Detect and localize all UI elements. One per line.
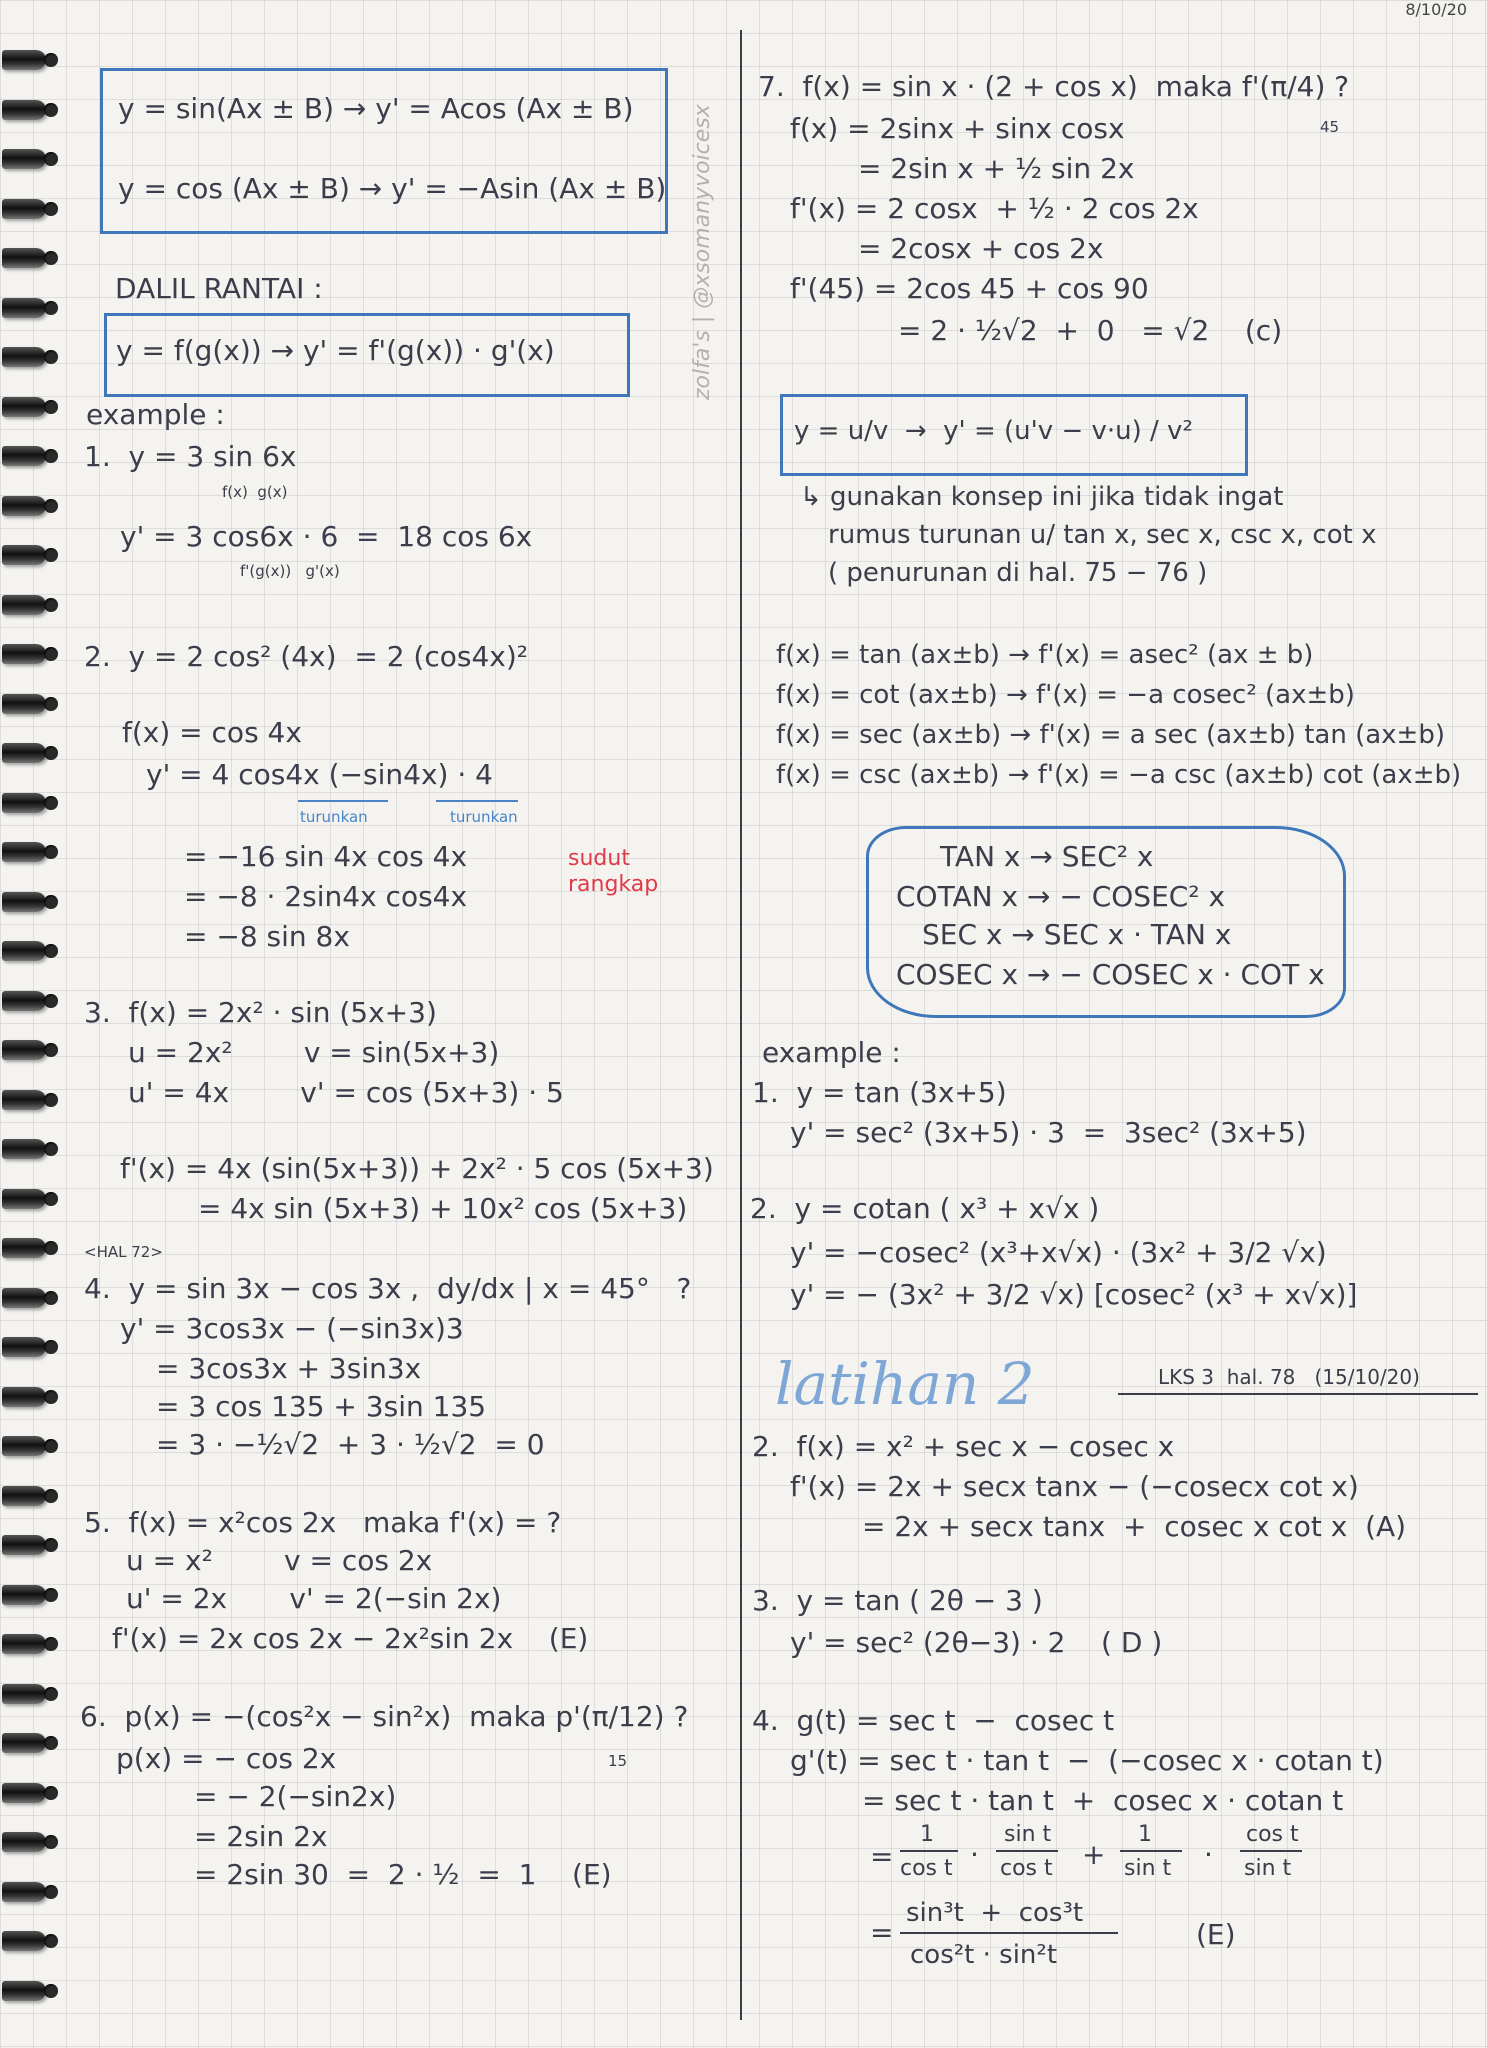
ex1-sub2: f'(g(x)) g'(x) [240, 562, 340, 580]
cos-rule: y = cos (Ax ± B) → y' = −Asin (Ax ± B) [118, 172, 667, 205]
l4-plus: + [1082, 1838, 1106, 1871]
spiral-ring [2, 496, 46, 516]
ex2-line4: = −16 sin 4x cos 4x [184, 840, 468, 873]
l4-frac-c-num: 1 [1138, 1822, 1152, 1847]
cloud-line-1: TAN x → SEC² x [940, 840, 1154, 873]
l4-frac-b-num: sin t [1004, 1822, 1052, 1847]
date-corner: 8/10/20 [1405, 0, 1467, 19]
binding-hole [44, 202, 58, 216]
binding-hole [44, 53, 58, 67]
l4-frac-a-bar [900, 1850, 958, 1852]
binding-hole [44, 301, 58, 315]
spiral-ring [2, 743, 46, 763]
spiral-ring [2, 941, 46, 961]
binding-hole [44, 895, 58, 909]
l4-frac-c-den: sin t [1124, 1856, 1172, 1881]
ex6-line3: = − 2(−sin2x) [194, 1780, 397, 1813]
quotient-note-1: ↳ gunakan konsep ini jika tidak ingat [800, 482, 1284, 512]
l3-line2: y' = sec² (2θ−3) · 2 ( D ) [790, 1626, 1163, 1659]
quotient-rule: y = u/v → y' = (u'v − v·u) / v² [794, 416, 1193, 446]
spiral-ring [2, 1288, 46, 1308]
binding-hole [44, 1340, 58, 1354]
l4-frac-a-den: cos t [900, 1856, 953, 1881]
binding-hole [44, 1390, 58, 1404]
binding-hole [44, 1241, 58, 1255]
ex2-line1: 2. y = 2 cos² (4x) = 2 (cos4x)² [84, 640, 528, 673]
binding-hole [44, 350, 58, 364]
spiral-ring [2, 545, 46, 565]
ex2-line5: = −8 · 2sin4x cos4x [184, 880, 468, 913]
spiral-ring [2, 1090, 46, 1110]
ex2-turunkan-1: turunkan [300, 808, 368, 826]
l4-line2: g'(t) = sec t · tan t − (−cosec x · cotan t) [790, 1744, 1384, 1777]
ex2-line2: f(x) = cos 4x [122, 716, 302, 749]
ex1-line2: y' = 3 cos6x · 6 = 18 cos 6x [120, 520, 533, 553]
trig-derivative-tan: f(x) = tan (ax±b) → f'(x) = asec² (ax ± b) [776, 640, 1314, 670]
cloud-line-4: COSEC x → − COSEC x · COT x [896, 958, 1325, 991]
binding-hole [44, 994, 58, 1008]
binding-hole [44, 1043, 58, 1057]
latihan-ref-underline [1118, 1393, 1478, 1395]
latihan-ref: LKS 3 hal. 78 (15/10/20) [1158, 1365, 1420, 1389]
ex4-line1: 4. y = sin 3x − cos 3x , dy/dx | x = 45° ? [84, 1272, 692, 1305]
spiral-binding [0, 50, 60, 2040]
ex3-line1: 3. f(x) = 2x² · sin (5x+3) [84, 996, 437, 1029]
spiral-ring [2, 991, 46, 1011]
binding-hole [44, 1984, 58, 1998]
spiral-ring [2, 1436, 46, 1456]
l4-eq-sign-2: = [870, 1916, 894, 1949]
binding-hole [44, 1192, 58, 1206]
l4-frac-a-num: 1 [920, 1822, 934, 1847]
binding-hole [44, 1885, 58, 1899]
chain-rule: y = f(g(x)) → y' = f'(g(x)) · g'(x) [116, 334, 555, 367]
trig-derivative-sec: f(x) = sec (ax±b) → f'(x) = a sec (ax±b) tan (ax±b) [776, 720, 1445, 750]
binding-hole [44, 1439, 58, 1453]
ex2-line3: y' = 4 cos4x (−sin4x) · 4 [146, 758, 493, 791]
hal-72-label: <HAL 72> [84, 1243, 163, 1261]
rex1-line1: 1. y = tan (3x+5) [752, 1076, 1007, 1109]
binding-hole [44, 1142, 58, 1156]
spiral-ring [2, 1040, 46, 1060]
spiral-ring [2, 1634, 46, 1654]
turunkan-arc-2 [436, 800, 518, 802]
spiral-ring [2, 793, 46, 813]
binding-hole [44, 1093, 58, 1107]
ex5-line2: u = x² v = cos 2x [126, 1544, 433, 1577]
watermark: zolfa's | @xsomanyvoicesx [690, 104, 715, 400]
ex7-line4: f'(x) = 2 cosx + ½ · 2 cos 2x [790, 192, 1199, 225]
sudut-rangkap-note: sudut rangkap [568, 846, 659, 897]
ex6-line1: 6. p(x) = −(cos²x − sin²x) maka p'(π/12) ? [80, 1700, 689, 1733]
spiral-ring [2, 842, 46, 862]
binding-hole [44, 1736, 58, 1750]
ex6-line4: = 2sin 2x [194, 1820, 328, 1853]
spiral-ring [2, 1189, 46, 1209]
ex4-line2: y' = 3cos3x − (−sin3x)3 [120, 1312, 464, 1345]
l4-final-num: sin³t + cos³t [906, 1898, 1084, 1928]
binding-hole [44, 697, 58, 711]
binding-hole [44, 796, 58, 810]
ex6-note: 15 [608, 1752, 628, 1770]
binding-hole [44, 152, 58, 166]
spiral-ring [2, 595, 46, 615]
spiral-ring [2, 1535, 46, 1555]
spiral-ring [2, 1832, 46, 1852]
cloud-line-3: SEC x → SEC x · TAN x [922, 918, 1232, 951]
spiral-ring [2, 1139, 46, 1159]
binding-hole [44, 1786, 58, 1800]
l4-line3: = sec t · tan t + cosec x · cotan t [862, 1784, 1344, 1817]
dalil-rantai-title: DALIL RANTAI : [115, 272, 323, 305]
spiral-ring [2, 892, 46, 912]
l4-dot-1: · [970, 1838, 979, 1871]
ex3-line5: = 4x sin (5x+3) + 10x² cos (5x+3) [198, 1192, 688, 1225]
spiral-ring [2, 694, 46, 714]
binding-hole [44, 1588, 58, 1602]
spiral-ring [2, 1882, 46, 1902]
spiral-ring [2, 149, 46, 169]
binding-hole [44, 499, 58, 513]
cloud-line-2: COTAN x → − COSEC² x [896, 880, 1226, 913]
l3-line1: 3. y = tan ( 2θ − 3 ) [752, 1584, 1043, 1617]
ex5-line4: f'(x) = 2x cos 2x − 2x²sin 2x (E) [112, 1622, 589, 1655]
trig-derivative-csc: f(x) = csc (ax±b) → f'(x) = −a csc (ax±b) cot (ax±b) [776, 760, 1462, 790]
spiral-ring [2, 1684, 46, 1704]
l2-line1: 2. f(x) = x² + sec x − cosec x [752, 1430, 1175, 1463]
ex7-line5: = 2cosx + cos 2x [858, 232, 1104, 265]
trig-derivative-cot: f(x) = cot (ax±b) → f'(x) = −a cosec² (ax±b) [776, 680, 1355, 710]
l4-frac-d-den: sin t [1244, 1856, 1292, 1881]
spiral-ring [2, 446, 46, 466]
latihan-title: latihan 2 [775, 1350, 1035, 1418]
turunkan-arc-1 [298, 800, 388, 802]
l4-eq-sign-1: = [870, 1840, 894, 1873]
ex4-line3: = 3cos3x + 3sin3x [156, 1352, 422, 1385]
spiral-ring [2, 1783, 46, 1803]
binding-hole [44, 548, 58, 562]
ex5-line1: 5. f(x) = x²cos 2x maka f'(x) = ? [84, 1506, 562, 1539]
binding-hole [44, 598, 58, 612]
spiral-ring [2, 298, 46, 318]
ex4-line4: = 3 cos 135 + 3sin 135 [156, 1390, 487, 1423]
binding-hole [44, 746, 58, 760]
ex7-line1: 7. f(x) = sin x · (2 + cos x) maka f'(π/4) ? [758, 70, 1350, 103]
l2-line3: = 2x + secx tanx + cosec x cot x (A) [862, 1510, 1407, 1543]
binding-hole [44, 845, 58, 859]
l4-frac-b-den: cos t [1000, 1856, 1053, 1881]
example-label-left: example : [86, 398, 225, 431]
spiral-ring [2, 1733, 46, 1753]
sin-rule: y = sin(Ax ± B) → y' = Acos (Ax ± B) [118, 92, 634, 125]
binding-hole [44, 1687, 58, 1701]
l4-line1: 4. g(t) = sec t − cosec t [752, 1704, 1115, 1737]
spiral-ring [2, 199, 46, 219]
quotient-note-2: rumus turunan u/ tan x, sec x, csc x, cot x [828, 520, 1377, 550]
l4-frac-b-bar [996, 1850, 1058, 1852]
spiral-ring [2, 1238, 46, 1258]
ex3-line2: u = 2x² v = sin(5x+3) [128, 1036, 500, 1069]
l4-frac-d-num: cos t [1246, 1822, 1299, 1847]
spiral-ring [2, 1981, 46, 2001]
ex7-note: 45 [1320, 118, 1340, 136]
spiral-ring [2, 1585, 46, 1605]
spiral-ring [2, 1387, 46, 1407]
spiral-ring [2, 347, 46, 367]
ex7-line3: = 2sin x + ½ sin 2x [858, 152, 1135, 185]
binding-hole [44, 449, 58, 463]
binding-hole [44, 1538, 58, 1552]
ex4-line5: = 3 · −½√2 + 3 · ½√2 = 0 [156, 1428, 545, 1461]
spiral-ring [2, 50, 46, 70]
binding-hole [44, 1934, 58, 1948]
binding-hole [44, 647, 58, 661]
ex2-turunkan-2: turunkan [450, 808, 518, 826]
ex7-line6: f'(45) = 2cos 45 + cos 90 [790, 272, 1149, 305]
binding-hole [44, 1835, 58, 1849]
ex7-line7: = 2 · ½√2 + 0 = √2 (c) [898, 314, 1283, 347]
ex1-line1: 1. y = 3 sin 6x [84, 440, 297, 473]
binding-hole [44, 1489, 58, 1503]
l4-answer: (E) [1196, 1918, 1236, 1951]
spiral-ring [2, 248, 46, 268]
spiral-ring [2, 1931, 46, 1951]
rex2-line2: y' = −cosec² (x³+x√x) · (3x² + 3/2 √x) [790, 1236, 1327, 1269]
l4-frac-c-bar [1120, 1850, 1182, 1852]
l4-dot-2: · [1204, 1838, 1213, 1871]
l4-final-den: cos²t · sin²t [910, 1940, 1058, 1970]
ex3-line4: f'(x) = 4x (sin(5x+3)) + 2x² · 5 cos (5x+3) [120, 1152, 714, 1185]
ex7-line2: f(x) = 2sinx + sinx cosx [790, 112, 1125, 145]
l4-final-bar [900, 1932, 1118, 1934]
spiral-ring [2, 397, 46, 417]
ex1-sub1: f(x) g(x) [222, 483, 288, 501]
ex6-line2: p(x) = − cos 2x [116, 1742, 337, 1775]
rex2-line1: 2. y = cotan ( x³ + x√x ) [750, 1192, 1100, 1225]
binding-hole [44, 103, 58, 117]
binding-hole [44, 400, 58, 414]
l4-frac-d-bar [1240, 1850, 1302, 1852]
ex2-line6: = −8 sin 8x [184, 920, 350, 953]
spiral-ring [2, 1486, 46, 1506]
spiral-ring [2, 644, 46, 664]
rex2-line3: y' = − (3x² + 3/2 √x) [cosec² (x³ + x√x)] [790, 1278, 1358, 1311]
column-divider [740, 30, 742, 2020]
quotient-note-3: ( penurunan di hal. 75 − 76 ) [828, 558, 1208, 588]
spiral-ring [2, 1337, 46, 1357]
binding-hole [44, 1637, 58, 1651]
binding-hole [44, 251, 58, 265]
rex1-line2: y' = sec² (3x+5) · 3 = 3sec² (3x+5) [790, 1116, 1307, 1149]
binding-hole [44, 1291, 58, 1305]
spiral-ring [2, 100, 46, 120]
l2-line2: f'(x) = 2x + secx tanx − (−cosecx cot x) [790, 1470, 1359, 1503]
ex5-line3: u' = 2x v' = 2(−sin 2x) [126, 1582, 502, 1615]
example-label-right: example : [762, 1036, 901, 1069]
binding-hole [44, 944, 58, 958]
ex3-line3: u' = 4x v' = cos (5x+3) · 5 [128, 1076, 564, 1109]
ex6-line5: = 2sin 30 = 2 · ½ = 1 (E) [194, 1858, 612, 1891]
